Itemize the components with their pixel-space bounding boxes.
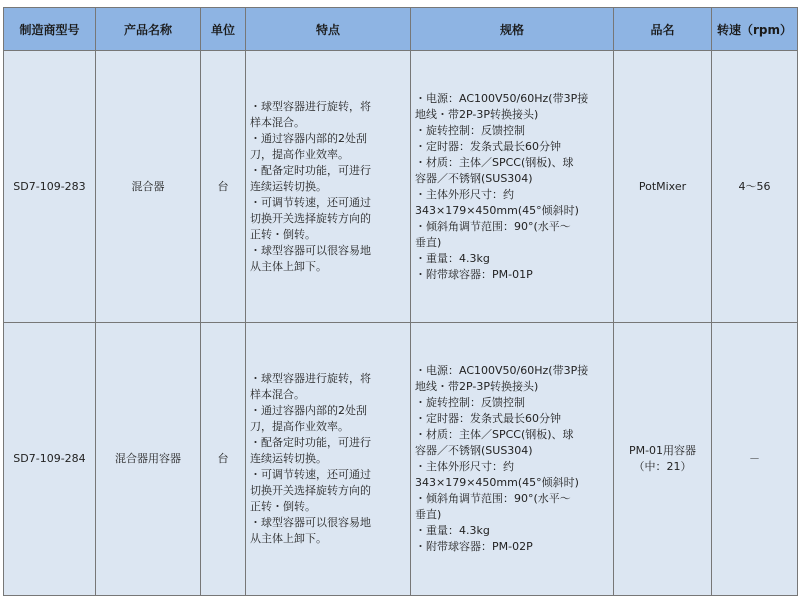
features-line: ・配备定时功能，可进行 — [250, 163, 371, 177]
product-spec-table — [3, 7, 798, 596]
header-product-name: 产品名称 — [96, 8, 201, 51]
features-line: 切换开关选择旋转方向的 — [250, 484, 371, 497]
item-name-line: PotMixer — [638, 179, 687, 193]
speed-cell: 4～56 — [712, 51, 798, 323]
features-cell — [246, 51, 411, 323]
specs-line: ・重量：4.3kg — [415, 524, 490, 537]
speed-cell: － — [712, 323, 798, 596]
specs-line: ・旋转控制：反馈控制 — [415, 396, 525, 409]
header-row — [4, 8, 798, 51]
specs-line: ・主体外形尺寸：约 — [415, 460, 514, 473]
features-line: 样本混合。 — [250, 115, 305, 129]
specs-line: 地线・带2P-3P转换接头) — [415, 380, 539, 393]
features-line: 从主体上卸下。 — [250, 532, 327, 545]
specs-line: ・附带球容器：PM-02P — [415, 540, 533, 553]
features-line: ・球型容器进行旋转，将 — [250, 99, 371, 113]
features-line: ・球型容器可以很容易地 — [250, 243, 371, 257]
product-name-cell: 混合器 — [96, 51, 201, 323]
features-line: ・球型容器进行旋转，将 — [250, 372, 371, 385]
header-speed: 转速（rpm） — [712, 8, 798, 51]
specs-line: ・电源：AC100V50/60Hz(带3P接 — [415, 91, 589, 105]
features-line: 连续运转切换。 — [250, 179, 327, 193]
specs-line: ・电源：AC100V50/60Hz(带3P接 — [415, 364, 589, 377]
table-row — [4, 323, 798, 596]
specs-line: ・主体外形尺寸：约 — [415, 187, 514, 201]
features-line: 刀，提高作业效率。 — [250, 420, 349, 433]
features-line: 刀，提高作业效率。 — [250, 147, 349, 161]
item-name-cell — [614, 51, 712, 323]
specs-line: ・倾斜角调节范围：90°(水平～ — [415, 219, 571, 233]
features-cell — [246, 323, 411, 596]
specs-line: 343×179×450mm(45°倾斜时) — [415, 476, 579, 489]
specs-line: 容器／不锈钢(SUS304) — [415, 171, 533, 185]
specs-line: ・定时器：发条式最长60分钟 — [415, 412, 561, 425]
features-line: 从主体上卸下。 — [250, 259, 327, 273]
features-line: 正转・倒转。 — [250, 227, 316, 241]
specs-line: ・附带球容器：PM-01P — [415, 267, 533, 281]
model-cell: SD7-109-283 — [4, 51, 96, 323]
features-line: ・可调节转速，还可通过 — [250, 195, 371, 209]
specs-line: 地线・带2P-3P转换接头) — [415, 107, 539, 121]
specs-line: ・旋转控制：反馈控制 — [415, 123, 525, 137]
header-specs: 规格 — [411, 8, 614, 51]
features-line: ・通过容器内部的2处刮 — [250, 131, 367, 145]
features-line: ・球型容器可以很容易地 — [250, 516, 371, 529]
unit-cell: 台 — [201, 51, 246, 323]
specs-line: ・重量：4.3kg — [415, 251, 490, 265]
specs-line: 垂直) — [415, 508, 442, 521]
header-item-name: 品名 — [614, 8, 712, 51]
specs-line: ・倾斜角调节范围：90°(水平～ — [415, 492, 571, 505]
header-features: 特点 — [246, 8, 411, 51]
header-model: 制造商型号 — [4, 8, 96, 51]
specs-line: ・材质：主体／SPCC(钢板)、球 — [415, 428, 574, 441]
features-line: 样本混合。 — [250, 388, 305, 401]
features-line: 切换开关选择旋转方向的 — [250, 211, 371, 225]
item-name-line: （中：21） — [633, 460, 692, 473]
features-line: 正转・倒转。 — [250, 500, 316, 513]
specs-cell — [411, 51, 614, 323]
specs-line: 垂直) — [415, 235, 442, 249]
product-name-cell: 混合器用容器 — [96, 323, 201, 596]
specs-line: ・材质：主体／SPCC(钢板)、球 — [415, 155, 574, 169]
specs-line: 容器／不锈钢(SUS304) — [415, 444, 533, 457]
specs-line: 343×179×450mm(45°倾斜时) — [415, 203, 579, 217]
model-cell: SD7-109-284 — [4, 323, 96, 596]
features-line: ・配备定时功能，可进行 — [250, 436, 371, 449]
specs-line: ・定时器：发条式最长60分钟 — [415, 139, 561, 153]
specs-cell — [411, 323, 614, 596]
features-line: ・通过容器内部的2处刮 — [250, 404, 367, 417]
unit-cell: 台 — [201, 323, 246, 596]
item-name-cell — [614, 323, 712, 596]
features-line: ・可调节转速，还可通过 — [250, 468, 371, 481]
item-name-line: PM-01用容器 — [628, 444, 697, 457]
header-unit: 单位 — [201, 8, 246, 51]
table-row — [4, 51, 798, 323]
features-line: 连续运转切换。 — [250, 452, 327, 465]
